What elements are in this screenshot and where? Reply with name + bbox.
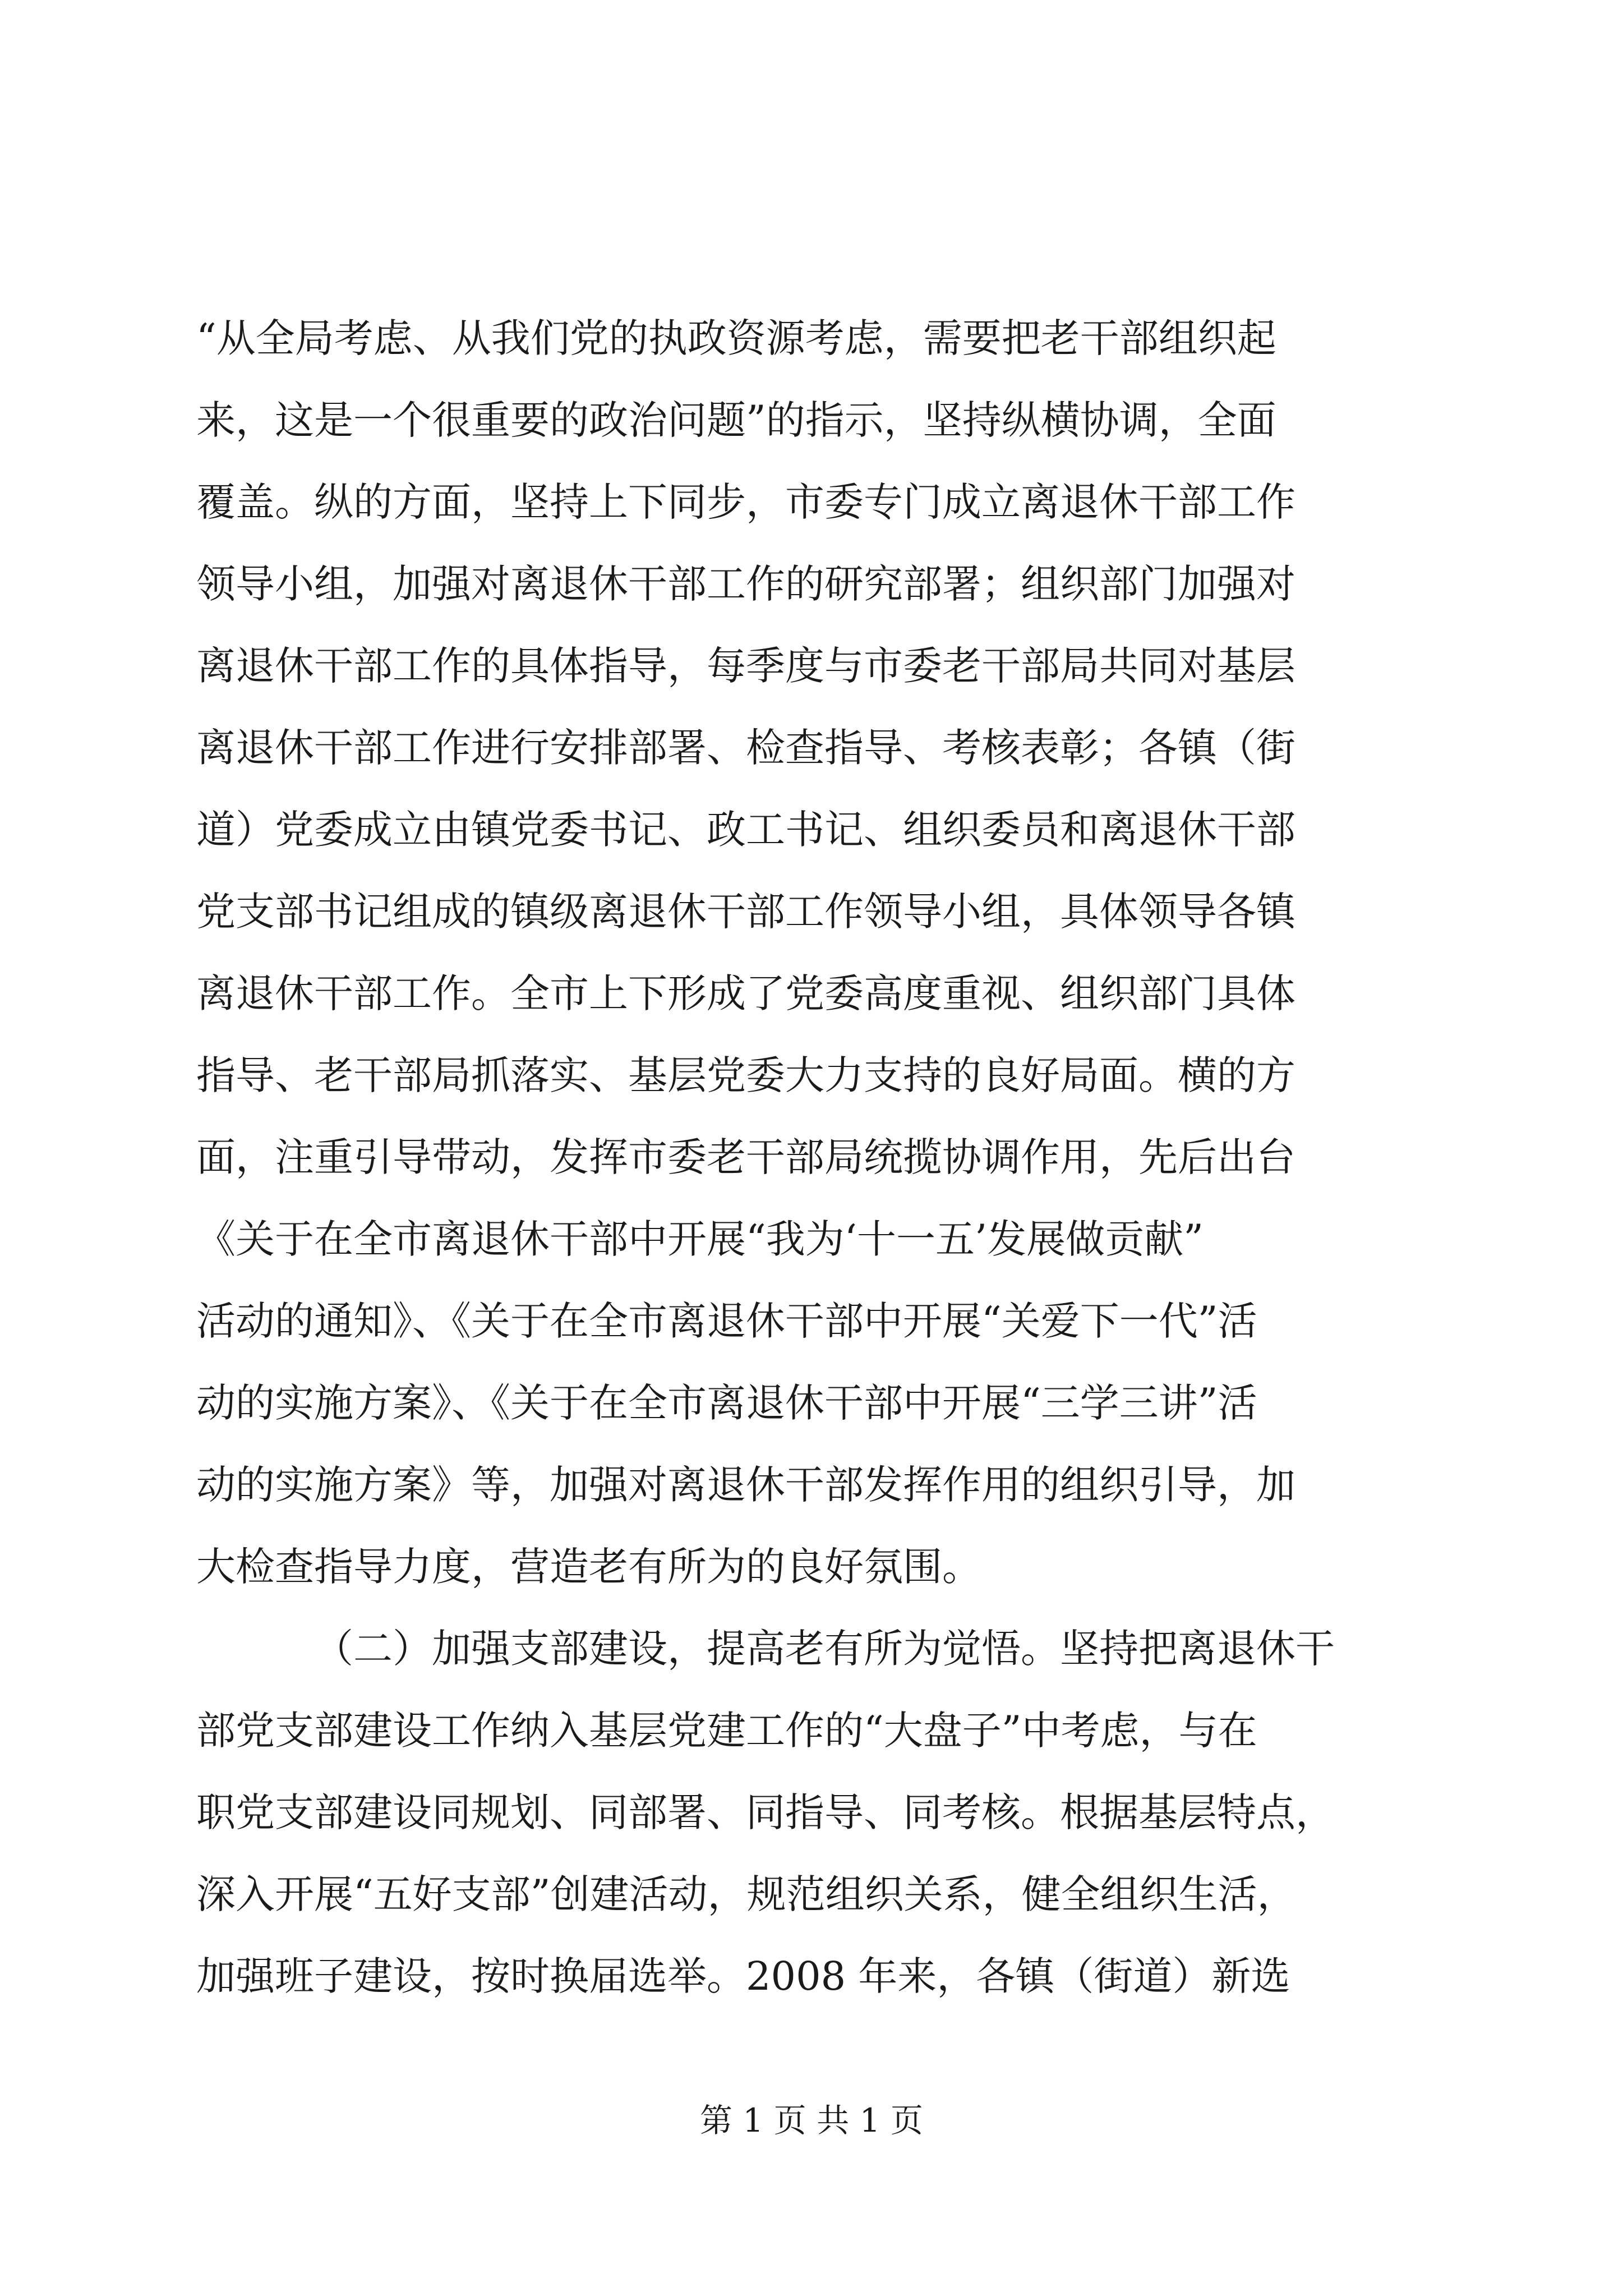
text-line: 动的实施方案》等，加强对离退休干部发挥作用的组织引导，加 [196,1462,1295,1508]
text-line: 离退休干部工作进行安排部署、检查指导、考核表彰；各镇（街 [196,725,1295,771]
text-line: 领导小组，加强对离退休干部工作的研究部署；组织部门加强对 [196,561,1295,607]
paragraph-heading-line: （二）加强支部建设，提高老有所为觉悟。坚持把离退休干 [314,1626,1335,1672]
text-line: 动的实施方案》、《关于在全市离退休干部中开展“三学三讲”活 [196,1380,1257,1426]
text-line: 深入开展“五好支部”创建活动，规范组织关系，健全组织生活， [196,1871,1297,1917]
text-line: 职党支部建设同规划、同部署、同指导、同考核。根据基层特点， [196,1789,1335,1835]
page-footer: 第 1 页 共 1 页 [700,2101,923,2139]
text-line: 覆盖。纵的方面，坚持上下同步，市委专门成立离退休干部工作 [196,479,1295,525]
text-line: 党支部书记组成的镇级离退休干部工作领导小组，具体领导各镇 [196,889,1295,935]
text-line: 来，这是一个很重要的政治问题”的指示，坚持纵横协调，全面 [196,397,1276,443]
text-line: 面，注重引导带动，发挥市委老干部局统揽协调作用，先后出台 [196,1134,1295,1180]
text-line: 部党支部建设工作纳入基层党建工作的“大盘子”中考虑，与在 [196,1708,1257,1754]
text-line: “从全局考虑、从我们党的执政资源考虑，需要把老干部组织起 [196,315,1276,361]
text-line: 《关于在全市离退休干部中开展“我为‘十一五’发展做贡献” [196,1216,1204,1262]
text-line: 离退休干部工作。全市上下形成了党委高度重视、组织部门具体 [196,970,1295,1016]
text-line: 指导、老干部局抓落实、基层党委大力支持的良好局面。横的方 [196,1052,1295,1098]
text-line: 离退休干部工作的具体指导，每季度与市委老干部局共同对基层 [196,643,1295,689]
document-body [196,297,1424,2017]
text-line: 加强班子建设，按时换届选举。2008 年来，各镇（街道）新选 [196,1953,1290,1999]
text-line: 道）党委成立由镇党委书记、政工书记、组织委员和离退休干部 [196,807,1295,853]
text-line: 活动的通知》、《关于在全市离退休干部中开展“关爱下一代”活 [196,1298,1257,1344]
text-line: 大检查指导力度，营造老有所为的良好氛围。 [196,1544,981,1590]
